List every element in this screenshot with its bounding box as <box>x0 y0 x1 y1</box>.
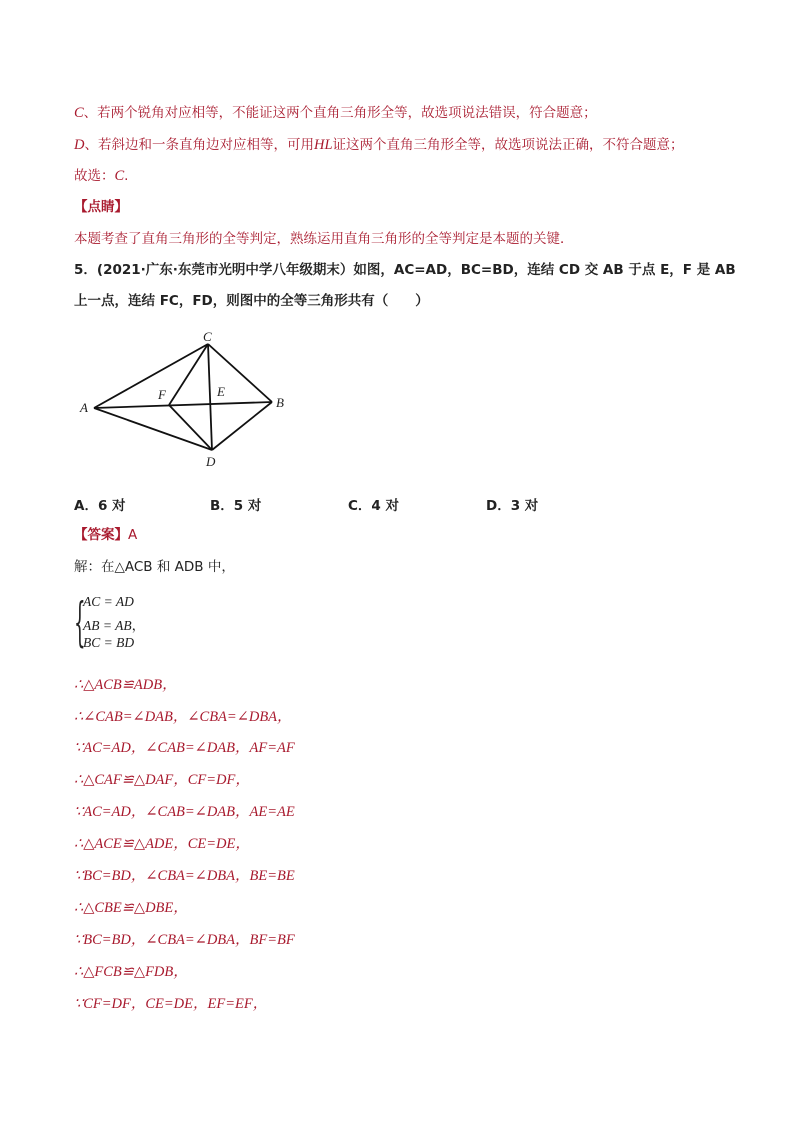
label-e: E <box>217 384 225 399</box>
choice-letter: C <box>114 168 125 184</box>
label-b: B <box>276 395 284 410</box>
geometry-figure <box>76 332 296 472</box>
choice-line <box>74 167 128 185</box>
option-letter: D <box>74 137 85 153</box>
segment-ac <box>94 344 208 408</box>
explanation-text: 、若两个锐角对应相等，不能证这两个直角三角形全等，故选项说法错误，符合题意； <box>83 105 597 121</box>
answer-value: A <box>128 527 138 543</box>
segment-fc <box>169 344 208 405</box>
segment-cd <box>208 344 212 450</box>
explanation-line-d <box>74 136 684 154</box>
segment-bd <box>212 402 272 450</box>
proof-step: ∴∠CAB=∠DAB，∠CBA=∠DBA， <box>74 709 292 725</box>
hl-term: HL <box>313 137 333 153</box>
answer-row <box>74 526 137 544</box>
option-letter: C <box>74 105 84 121</box>
system-eq-2 <box>83 614 145 634</box>
explanation-text: 证这两个直角三角形全等，故选项说法正确，不符合题意； <box>332 137 684 153</box>
option-b: B．5 对 <box>210 498 262 514</box>
option-a: A．6 对 <box>74 498 126 514</box>
proof-step: ∵CF=DF，CE=DE，EF=EF， <box>74 996 268 1012</box>
dianjing-text: 本题考查了直角三角形的全等判定，熟练运用直角三角形的全等判定是本题的关键． <box>74 231 574 247</box>
dianjing-label: 【点睛】 <box>74 199 128 215</box>
choice-suffix: . <box>124 168 129 184</box>
left-brace: { <box>74 593 86 653</box>
figure-lines <box>94 344 272 450</box>
system-eq-3: BC = BD <box>83 635 135 650</box>
proof-step: ∵AC=AD，∠CAB=∠DAB，AF=AF <box>74 740 295 756</box>
option-c: C．4 对 <box>348 498 400 514</box>
proof-step: ∴△CBE≌△DBE， <box>74 900 188 916</box>
explanation-line-c <box>74 104 597 122</box>
explanation-text: 、若斜边和一条直角边对应相等，可用 <box>84 137 314 153</box>
choice-prefix: 故选： <box>74 168 115 184</box>
question-line-2: 上一点，连结 FC，FD，则图中的全等三角形共有（ ） <box>74 293 429 309</box>
system-eq-2-text: AB = AB <box>83 618 132 633</box>
segment-ab <box>94 402 272 408</box>
proof-step: ∴△ACB≌ADB， <box>74 677 177 693</box>
proof-step: ∴△ACE≌△ADE，CE=DE， <box>74 836 250 852</box>
proof-step: ∴△FCB≌△FDB， <box>74 964 188 980</box>
label-f: F <box>158 387 166 402</box>
proof-step: ∴△CAF≌△DAF，CF=DF， <box>74 772 250 788</box>
proof-step: ∵BC=BD，∠CBA=∠DBA，BF=BF <box>74 932 295 948</box>
label-a: A <box>80 400 88 415</box>
solution-intro: 解：在△ACB 和 ADB 中， <box>74 559 235 575</box>
system-comma: ， <box>131 618 146 633</box>
label-d: D <box>206 454 216 469</box>
proof-step: ∵BC=BD，∠CBA=∠DBA，BE=BE <box>74 868 295 884</box>
label-c: C <box>203 332 212 344</box>
equation-system <box>74 592 194 656</box>
proof-step: ∵AC=AD，∠CAB=∠DAB，AE=AE <box>74 804 295 820</box>
system-eq-1: AC = AD <box>83 594 134 609</box>
question-line-1: 5．(2021·广东·东莞市光明中学八年级期末）如图，AC=AD，BC=BD，连结 CD 交 AB 于点 E，F 是 AB <box>74 262 736 278</box>
answer-label: 【答案】 <box>74 527 128 543</box>
segment-da <box>94 408 212 450</box>
option-d: D．3 对 <box>486 498 539 514</box>
